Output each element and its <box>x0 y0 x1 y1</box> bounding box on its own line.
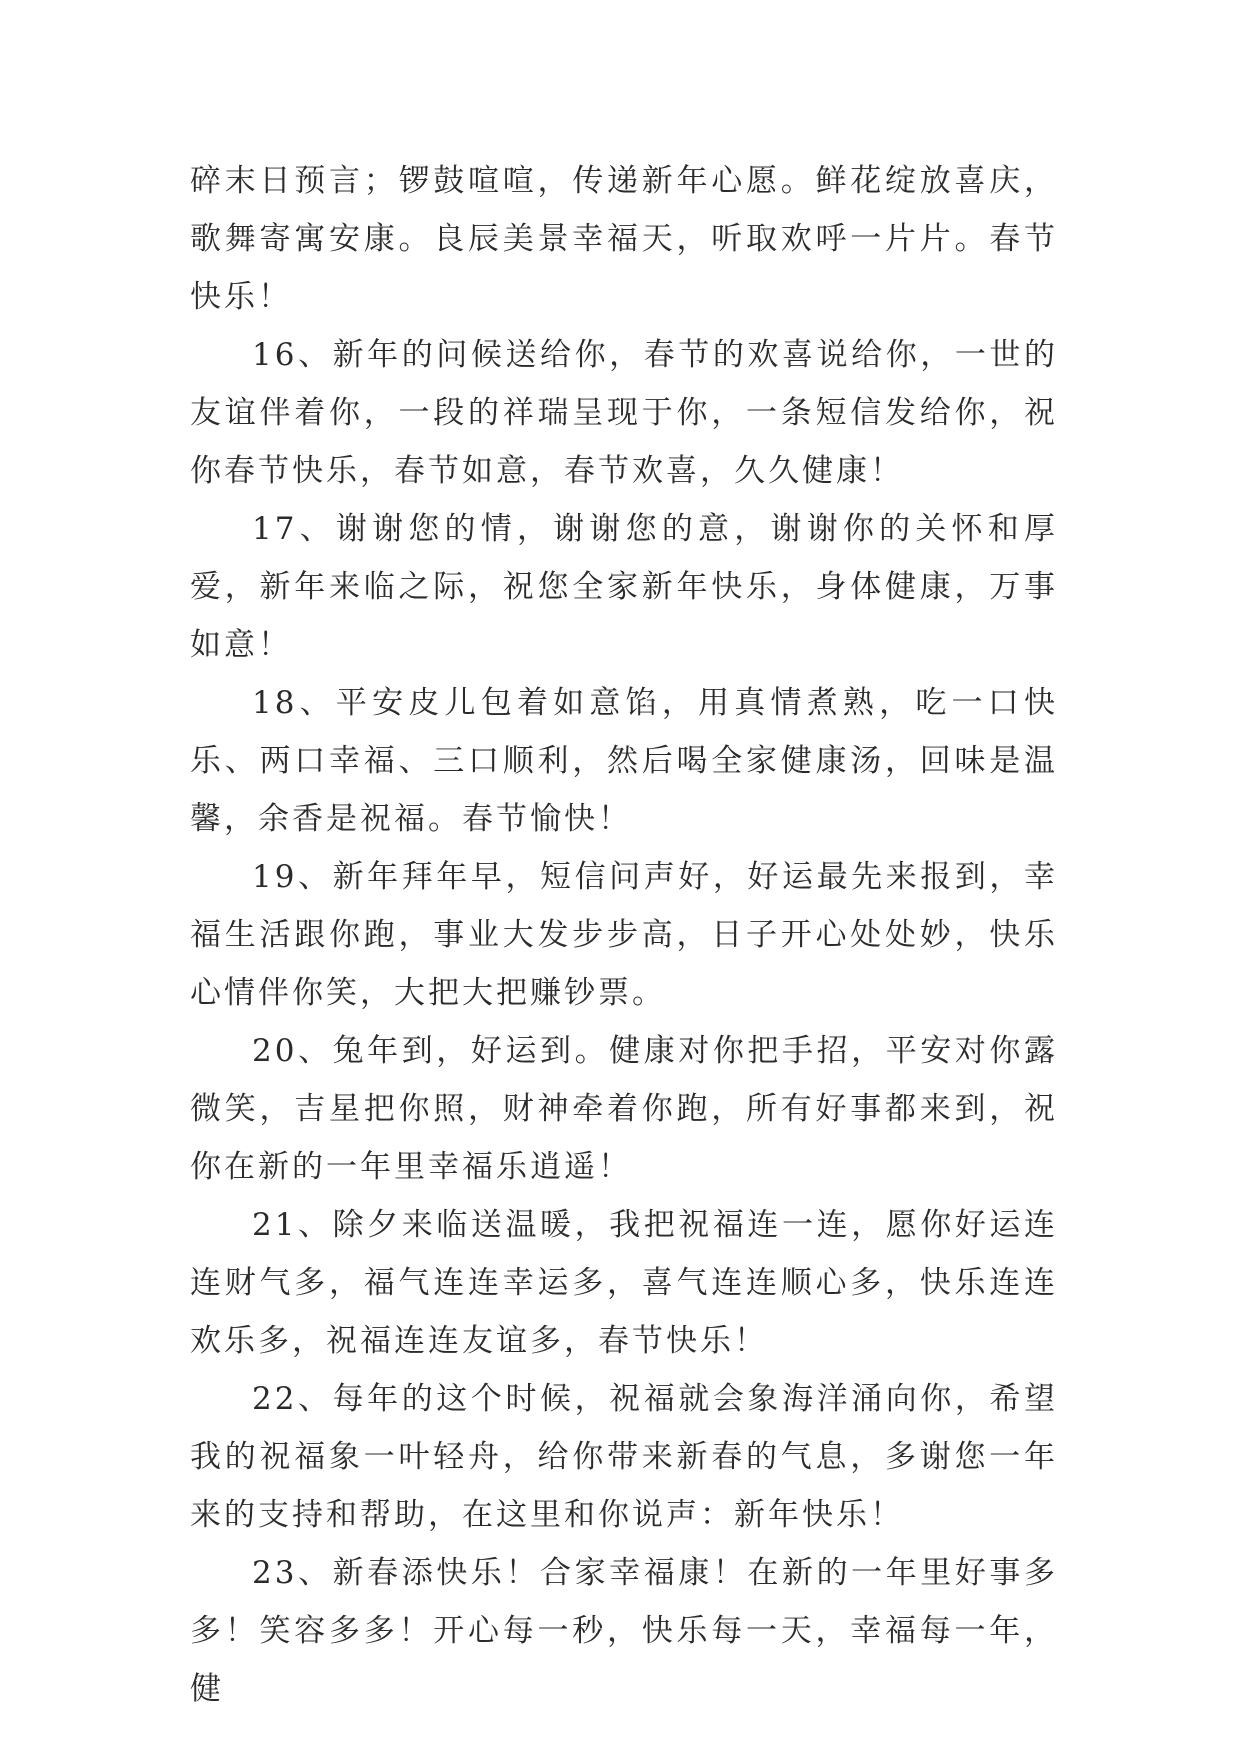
paragraph-item-17: 17、谢谢您的情，谢谢您的意，谢谢你的关怀和厚爱，新年来临之际，祝您全家新年快乐，身体健康，万事如意！ <box>190 511 1058 663</box>
paragraph-item-18: 18、平安皮儿包着如意馅，用真情煮熟，吃一口快乐、两口幸福、三口顺利，然后喝全家健康汤，回味是温馨，余香是祝福。春节愉快！ <box>190 685 1058 837</box>
paragraph-item-21: 21、除夕来临送温暖，我把祝福连一连，愿你好运连连财气多，福气连连幸运多，喜气连连顺心多，快乐连连欢乐多，祝福连连友谊多，春节快乐！ <box>190 1207 1058 1359</box>
paragraph-item-19: 19、新年拜年早，短信问声好，好运最先来报到，幸福生活跟你跑，事业大发步步高，日子开心处处妙，快乐心情伴你笑，大把大把赚钞票。 <box>190 859 1058 1011</box>
paragraph-item-16: 16、新年的问候送给你，春节的欢喜说给你，一世的友谊伴着你，一段的祥瑞呈现于你，一条短信发给你，祝你春节快乐，春节如意，春节欢喜，久久健康！ <box>190 337 1058 489</box>
paragraph-item-22: 22、每年的这个时候，祝福就会象海洋涌向你，希望我的祝福象一叶轻舟，给你带来新春的气息，多谢您一年来的支持和帮助，在这里和你说声：新年快乐！ <box>190 1381 1058 1533</box>
paragraph-item-20: 20、兔年到，好运到。健康对你把手招，平安对你露微笑，吉星把你照，财神牵着你跑，所有好事都来到，祝你在新的一年里幸福乐逍遥！ <box>190 1033 1058 1185</box>
paragraph-continuation: 碎末日预言；锣鼓喧喧，传递新年心愿。鲜花绽放喜庆，歌舞寄寓安康。良辰美景幸福天，听取欢呼一片片。春节快乐！ <box>190 163 1058 315</box>
paragraph-item-23: 23、新春添快乐！合家幸福康！在新的一年里好事多多！笑容多多！开心每一秒，快乐每一天，幸福每一年，健 <box>190 1555 1058 1707</box>
document-body <box>190 152 1058 1718</box>
